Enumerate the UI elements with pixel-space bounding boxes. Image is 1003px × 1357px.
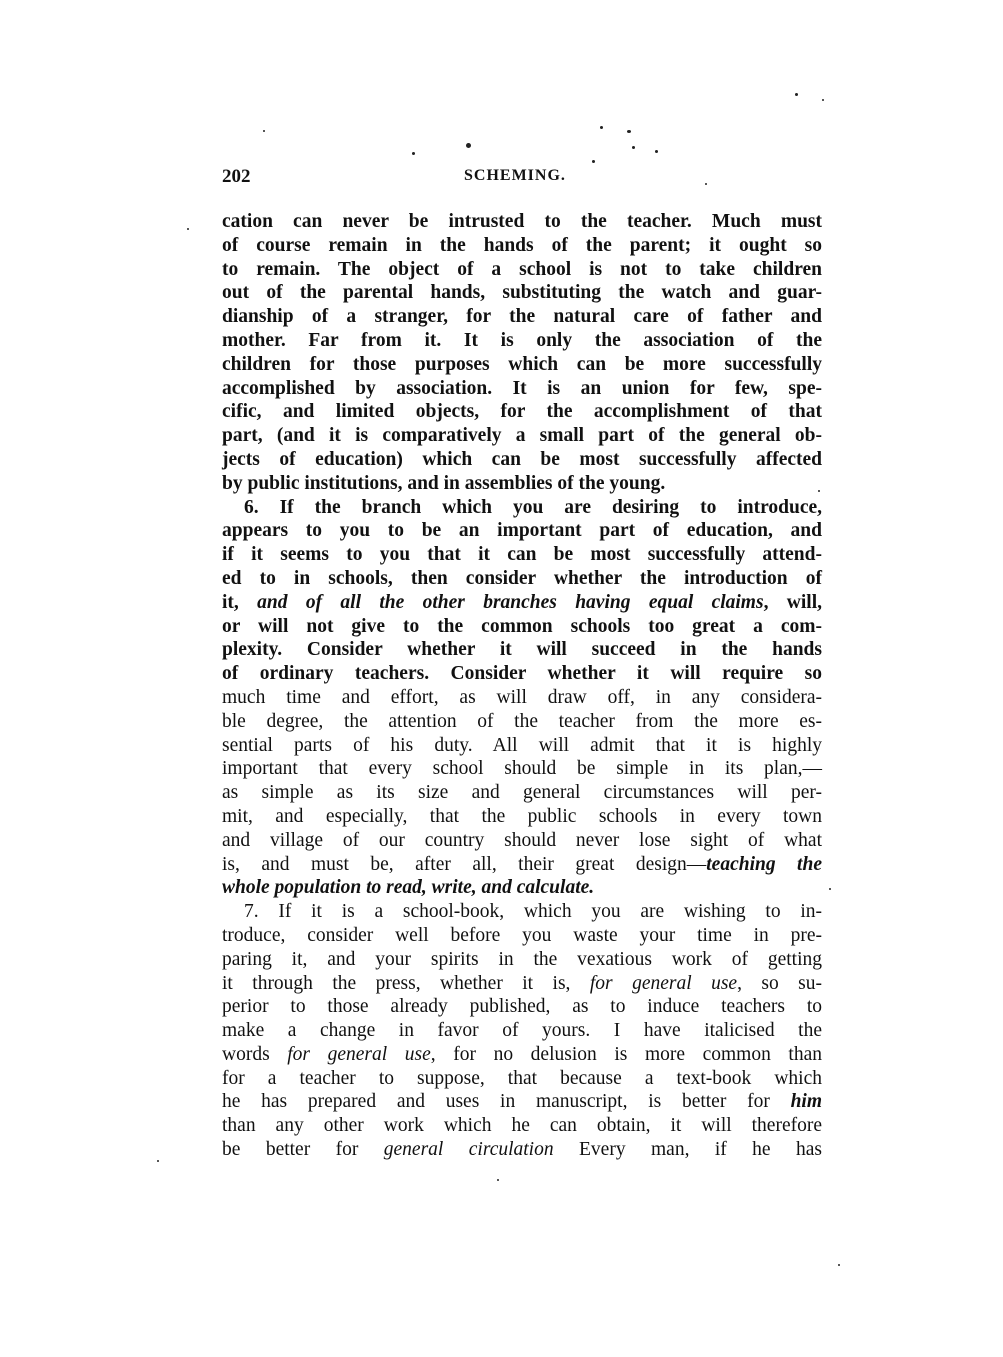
scan-speck	[627, 130, 631, 133]
text-line	[222, 519, 822, 543]
text-run: be better for	[222, 1139, 384, 1161]
scan-speck	[592, 160, 595, 163]
text-run: much time and effort, as will draw off, in any considera-	[222, 686, 822, 708]
scan-speck	[655, 150, 658, 153]
text-line	[222, 210, 822, 234]
text-line	[222, 805, 822, 829]
text-run: accomplished by association. It is an union for few, spe-	[222, 377, 822, 399]
running-head: SCHEMING.	[464, 167, 566, 184]
scan-speck	[466, 143, 471, 148]
page-header	[222, 166, 822, 196]
text-line	[222, 1067, 822, 1091]
body-text	[222, 210, 822, 1162]
scan-speck	[497, 1179, 499, 1181]
text-line	[222, 615, 822, 639]
text-run: appears to you to be an important part of education, and	[222, 520, 822, 542]
text-line	[222, 995, 822, 1019]
text-run: whole population to read, write, and calculate.	[222, 877, 595, 899]
text-run: , will,	[763, 591, 823, 613]
text-run: by public institutions, and in assemblies of the young.	[222, 472, 666, 494]
scan-speck	[600, 126, 603, 129]
text-line	[222, 1114, 822, 1138]
text-run: and of all the other branches having equal claims	[257, 591, 764, 613]
text-line	[222, 710, 822, 734]
text-run: is, and must be, after all, their great design—	[222, 853, 707, 875]
text-run: Much must	[711, 211, 822, 232]
text-run: dianship of a stranger, for the natural care of father and	[222, 306, 822, 328]
text-run: important that every school should be simple in its plan,—	[222, 758, 822, 780]
text-line	[222, 638, 822, 662]
text-run: it through the press, whether it is,	[222, 972, 590, 994]
text-line	[222, 353, 822, 377]
text-line	[222, 1090, 822, 1114]
scan-speck	[818, 490, 820, 492]
text-run: general circulation	[383, 1139, 554, 1161]
text-run: 6. If the branch which you are desiring to introduce,	[244, 496, 822, 518]
text-run: than any other work which he can obtain, it will therefore	[222, 1115, 822, 1137]
text-run: teaching the	[706, 853, 822, 875]
text-run: children for those purposes which can be more successfully	[222, 353, 822, 375]
text-run: and village of our country should never lose sight of what	[222, 829, 822, 851]
text-line	[222, 781, 822, 805]
text-run: of course remain in the hands of the parent; it ought so	[222, 234, 822, 256]
text-run: it,	[222, 591, 258, 613]
text-line	[222, 472, 822, 496]
text-run: for general use	[589, 972, 738, 994]
text-line	[222, 686, 822, 710]
text-line	[222, 900, 822, 924]
text-line	[222, 734, 822, 758]
text-line	[222, 377, 822, 401]
text-run: 7. If it is a school-book, which you are wishing to in-	[244, 901, 822, 923]
text-run: , so su-	[737, 972, 823, 994]
text-run: troduce, consider well before you waste your time in pre-	[222, 924, 822, 946]
text-run: perior to those already published, as to induce teachers to	[222, 996, 822, 1018]
text-run: for a teacher to suppose, that because a text-book which	[222, 1067, 822, 1089]
text-run: or will not give to the common schools too great a com-	[222, 615, 822, 637]
text-line	[222, 305, 822, 329]
text-run: as simple as its size and general circumstances will per-	[222, 782, 822, 804]
text-run: if it seems to you that it can be most successfully attend-	[222, 544, 822, 566]
text-line	[222, 591, 822, 615]
text-line	[222, 853, 822, 877]
scan-speck	[705, 183, 707, 185]
text-line	[222, 496, 822, 520]
text-line	[222, 1138, 822, 1162]
text-run: cation can never be intrusted to the teacher.	[222, 211, 712, 232]
text-run: part, (and it is comparatively a small part of the general ob-	[222, 425, 822, 447]
text-run: him	[790, 1091, 822, 1113]
text-run: make a change in favor of yours. I have italicised the	[222, 1020, 822, 1042]
text-line	[222, 972, 822, 996]
scan-speck	[829, 888, 831, 890]
text-run: sential parts of his duty. All will admit that it is highly	[222, 734, 822, 756]
text-run: , for no delusion is more common than	[430, 1043, 823, 1065]
text-line	[222, 757, 822, 781]
text-line	[222, 234, 822, 258]
text-line	[222, 924, 822, 948]
text-line	[222, 448, 822, 472]
scan-speck	[795, 93, 798, 96]
text-run: for general use	[287, 1043, 431, 1065]
text-run: mother. Far from it. It is only the association of the	[222, 329, 822, 351]
text-run: he has prepared and uses in manuscript, is better for	[222, 1091, 791, 1113]
text-run: ble degree, the attention of the teacher from the more es-	[222, 710, 822, 732]
text-run: Every man, if he has	[553, 1139, 822, 1161]
scan-speck	[263, 130, 265, 132]
text-line	[222, 1019, 822, 1043]
text-line	[222, 281, 822, 305]
text-line	[222, 567, 822, 591]
scan-speck	[632, 146, 635, 149]
text-run: paring it, and your spirits in the vexatious work of getting	[222, 948, 822, 970]
text-line	[222, 424, 822, 448]
text-line	[222, 543, 822, 567]
text-run: ed to in schools, then consider whether the introduction of	[222, 567, 822, 589]
text-line	[222, 329, 822, 353]
text-run: out of the parental hands, substituting the watch and guar-	[222, 282, 822, 304]
scan-speck	[838, 1264, 840, 1266]
scan-speck	[412, 152, 415, 155]
scan-speck	[187, 228, 189, 230]
text-run: to remain. The object of a school is not to take children	[222, 258, 822, 280]
text-line	[222, 948, 822, 972]
text-line	[222, 400, 822, 424]
text-line	[222, 1043, 822, 1067]
text-run: mit, and especially, that the public schools in every town	[222, 805, 822, 827]
text-run: plexity. Consider whether it will succeed in the hands	[222, 639, 822, 661]
text-line	[222, 829, 822, 853]
text-run: cific, and limited objects, for the accomplishment of that	[222, 401, 822, 423]
text-run: words	[222, 1043, 288, 1065]
text-line	[222, 258, 822, 282]
scan-speck	[157, 1160, 159, 1162]
text-line	[222, 876, 822, 900]
scan-speck	[822, 99, 824, 101]
text-run: of ordinary teachers. Consider whether it will require so	[222, 663, 822, 685]
text-line	[222, 662, 822, 686]
text-run: jects of education) which can be most successfully affected	[222, 448, 822, 470]
page-number: 202	[222, 166, 251, 187]
